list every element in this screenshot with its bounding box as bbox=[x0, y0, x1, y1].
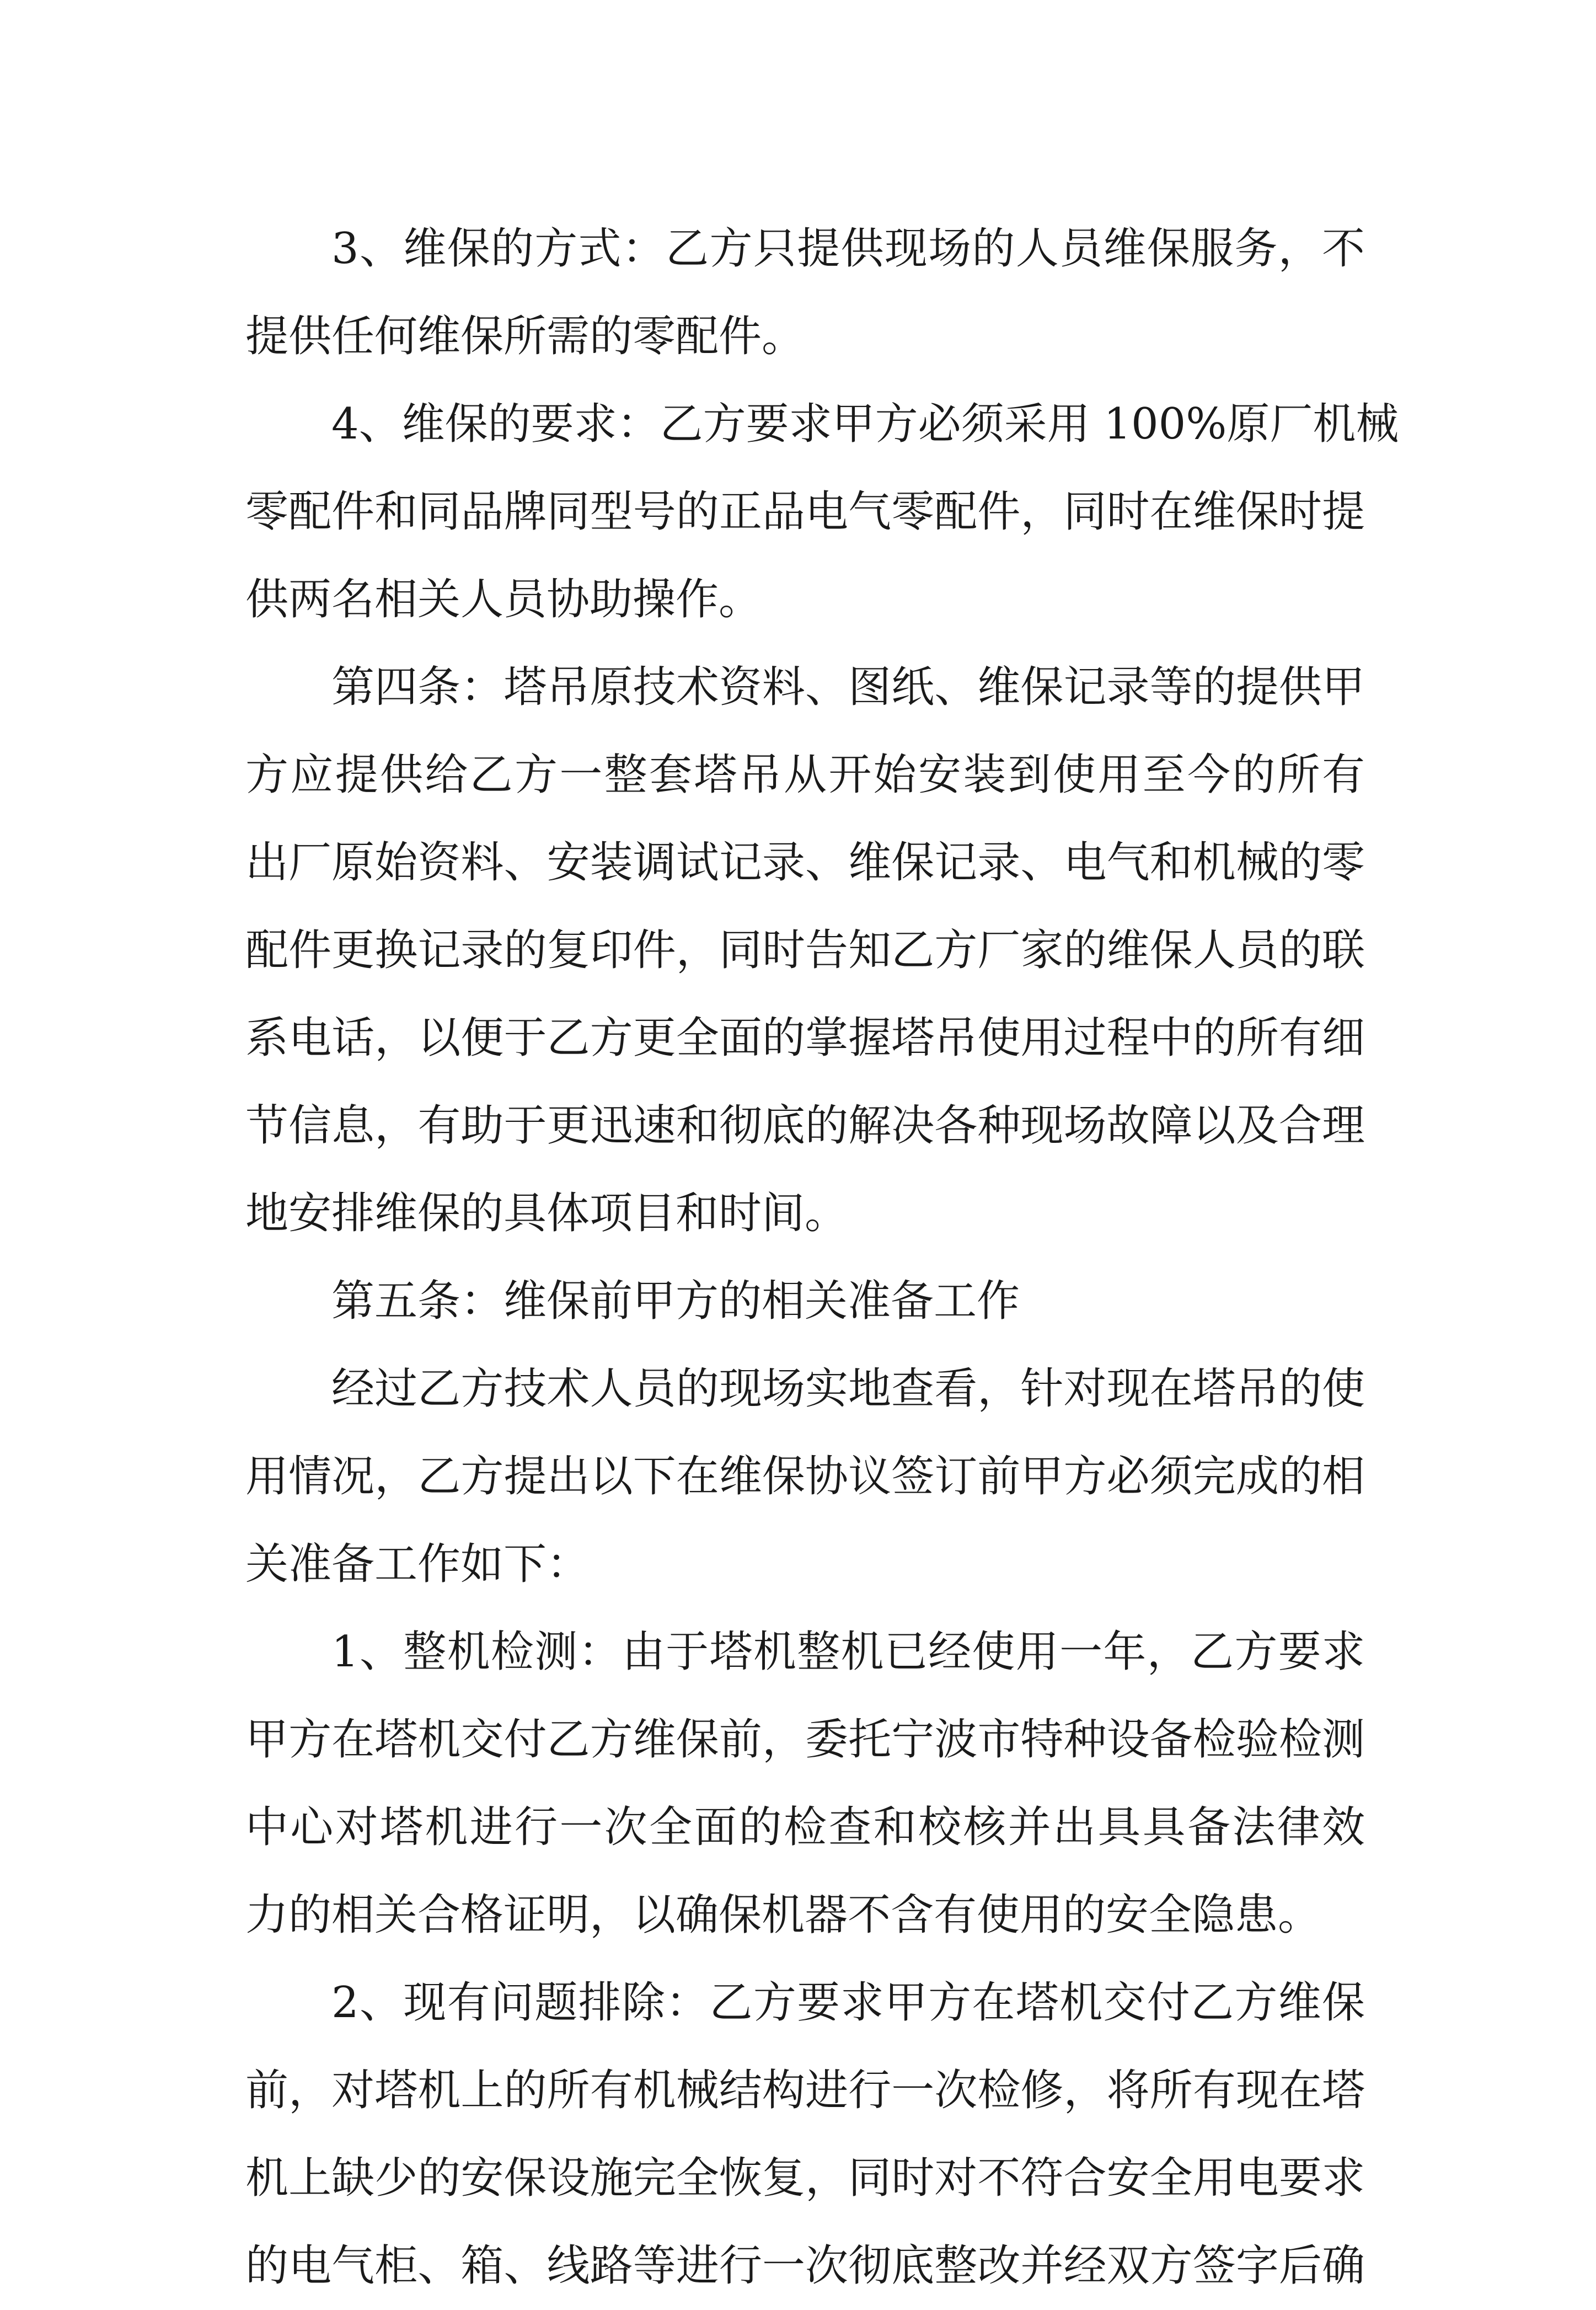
paragraph-line: 系电话，以便于乙方更全面的掌握塔吊使用过程中的所有细 bbox=[245, 1013, 1365, 1063]
paragraph-line: 前，对塔机上的所有机械结构进行一次检修，将所有现在塔 bbox=[245, 2066, 1365, 2115]
paragraph-line: 零配件和同品牌同型号的正品电气零配件，同时在维保时提 bbox=[245, 487, 1365, 537]
paragraph-line: 3、维保的方式：乙方只提供现场的人员维保服务，不 bbox=[331, 224, 1365, 274]
paragraph-line: 经过乙方技术人员的现场实地查看，针对现在塔吊的使 bbox=[331, 1364, 1365, 1414]
paragraph-line: 节信息，有助于更迅速和彻底的解决各种现场故障以及合理 bbox=[245, 1101, 1365, 1151]
paragraph-line: 1、整机检测：由于塔机整机已经使用一年，乙方要求 bbox=[331, 1627, 1365, 1677]
paragraph-line: 2、现有问题排除：乙方要求甲方在塔机交付乙方维保 bbox=[331, 1978, 1365, 2028]
paragraph-line: 第四条：塔吊原技术资料、图纸、维保记录等的提供甲 bbox=[331, 662, 1365, 712]
paragraph-line: 方应提供给乙方一整套塔吊从开始安装到使用至今的所有 bbox=[245, 750, 1365, 800]
paragraph-line: 配件更换记录的复印件，同时告知乙方厂家的维保人员的联 bbox=[245, 926, 1365, 975]
paragraph-line: 机上缺少的安保设施完全恢复，同时对不符合安全用电要求 bbox=[245, 2153, 1365, 2203]
section-heading: 第五条：维保前甲方的相关准备工作 bbox=[331, 1276, 1020, 1326]
paragraph-line: 出厂原始资料、安装调试记录、维保记录、电气和机械的零 bbox=[245, 838, 1365, 887]
paragraph-line: 的电气柜、箱、线路等进行一次彻底整改并经双方签字后确 bbox=[245, 2241, 1365, 2291]
paragraph-line: 力的相关合格证明，以确保机器不含有使用的安全隐患。 bbox=[245, 1890, 1321, 1940]
paragraph-line: 地安排维保的具体项目和时间。 bbox=[245, 1189, 848, 1238]
paragraph-line: 用情况，乙方提出以下在维保协议签订前甲方必须完成的相 bbox=[245, 1452, 1365, 1501]
paragraph-line: 甲方在塔机交付乙方维保前，委托宁波市特种设备检验检测 bbox=[245, 1715, 1365, 1764]
paragraph-line: 中心对塔机进行一次全面的检查和校核并出具具备法律效 bbox=[245, 1803, 1365, 1852]
paragraph-line: 供两名相关人员协助操作。 bbox=[245, 575, 762, 624]
document-body bbox=[245, 205, 1399, 2310]
paragraph-line: 关准备工作如下： bbox=[245, 1539, 590, 1589]
paragraph-line: 4、维保的要求：乙方要求甲方必须采用 100%原厂机械 bbox=[331, 399, 1399, 449]
paragraph-line: 提供任何维保所需的零配件。 bbox=[245, 312, 805, 361]
